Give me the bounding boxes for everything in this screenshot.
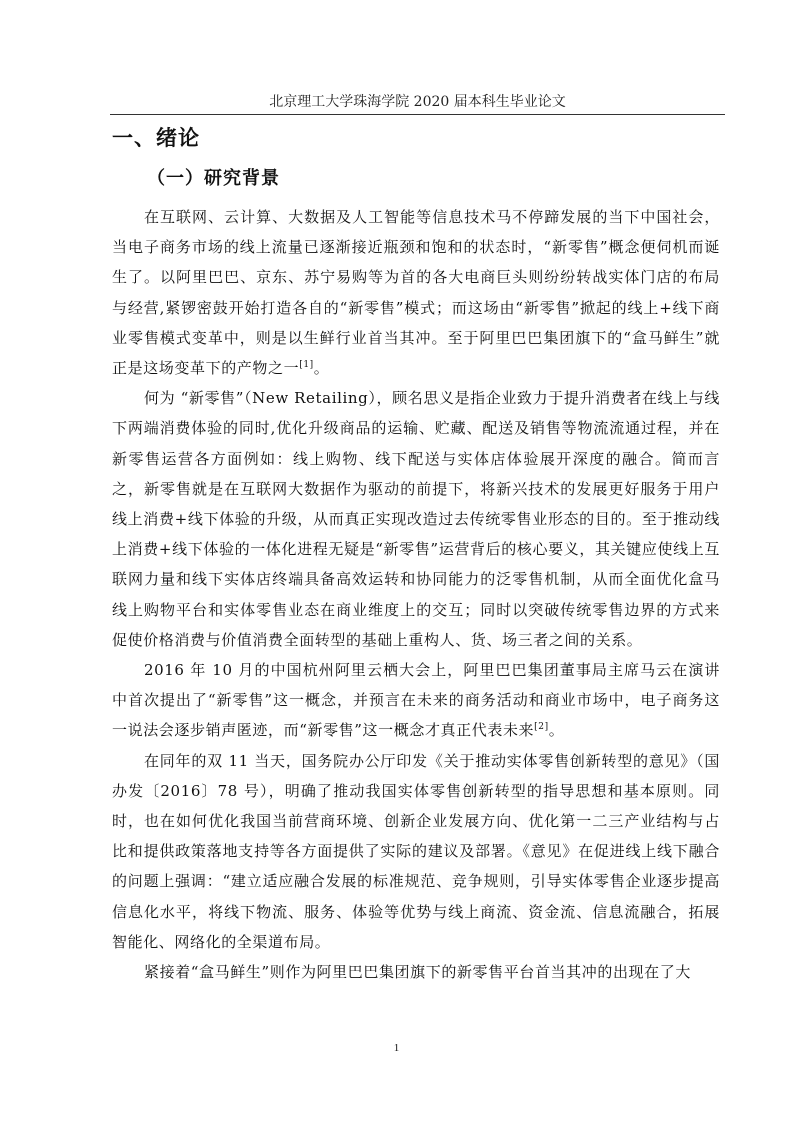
body-text [112,202,720,987]
paragraph-text: 何为 “新零售”（New Retailing），顾名思义是指企业致力于提升消费者在线上与线下两端消费体验的同时,优化升级商品的运输、贮藏、配送及销售等物流流通过程，并在新零售运营各方面例如：线上购物、线下配送与实体店体验展开深度的融合。简而言之，新零售就是在互联网大数据作为驱动的前提下，将新兴技术的发展更好服务于用户线上消费+线下体验的升级，从而真正实现改造过去传统零售业形态的目的。至于推动线上消费+线下体验的一体化进程无疑是“新零售”运营背后的核心要义，其关键应使线上互联网力量和线下实体店终端具备高效运转和协同能力的泛零售机制，从而全面优化盒马线上购物平台和实体零售业态在商业维度上的交互；同时以突破传统零售边界的方式来促使价格消费与价值消费全面转型的基础上重构人、货、场三者之间的关系。 [112,389,720,649]
paragraph [112,655,720,746]
running-header: 北京理工大学珠海学院 2020 届本科生毕业论文 [269,94,566,110]
chapter-title: 一、绪论 [112,126,200,150]
page-number: 1 [393,1042,400,1054]
paragraph [112,746,720,957]
paragraph-tail: 。 [313,359,330,378]
paragraph-text: 在互联网、云计算、大数据及人工智能等信息技术马不停蹄发展的当下中国社会，当电子商务市场的线上流量已逐渐接近瓶颈和饱和的状态时，“新零售”概念便伺机而诞生了。以阿里巴巴、京东、苏宁易购等为首的各大电商巨头则纷纷转战实体门店的布局与经营,紧锣密鼓开始打造各自的“新零售”模式；而这场由“新零售”掀起的线上+线下商业零售模式变革中，则是以生鲜行业首当其冲。至于阿里巴巴集团旗下的“盒马鲜生”就正是这场变革下的产物之一 [112,208,720,378]
header-divider [110,114,725,115]
citation-ref: [2] [534,722,549,733]
section-title: （一）研究背景 [147,168,280,189]
paragraph-text: 紧接着“盒马鲜生”则作为阿里巴巴集团旗下的新零售平台首当其冲的出现在了大 [144,963,691,982]
paragraph [112,383,720,655]
paragraph [112,202,720,383]
paragraph [112,957,720,987]
paragraph-text: 2016 年 10 月的中国杭州阿里云栖大会上，阿里巴巴集团董事局主席马云在演讲中首次提出了“新零售”这一概念，并预言在未来的商务活动和商业市场中，电子商务这一说法会逐步销声匿迹，而“新零售”这一概念才真正代表未来 [112,661,720,740]
citation-ref: [1] [299,360,314,371]
paragraph-tail: 。 [548,721,565,740]
paragraph-text: 在同年的双 11 当天，国务院办公厅印发《关于推动实体零售创新转型的意见》（国办发〔2016〕78 号），明确了推动我国实体零售创新转型的指导思想和基本原则。同时，也在如何优化我国当前营商环境、创新企业发展方向、优化第一二三产业结构与占比和提供政策落地支持等各方面提供了实际的建议及部署。《意见》在促进线上线下融合的问题上强调：“建立适应融合发展的标准规范、竞争规则，引导实体零售企业逐步提高信息化水平，将线下物流、服务、体验等优势与线上商流、资金流、信息流融合，拓展智能化、网络化的全渠道布局。 [112,751,720,951]
